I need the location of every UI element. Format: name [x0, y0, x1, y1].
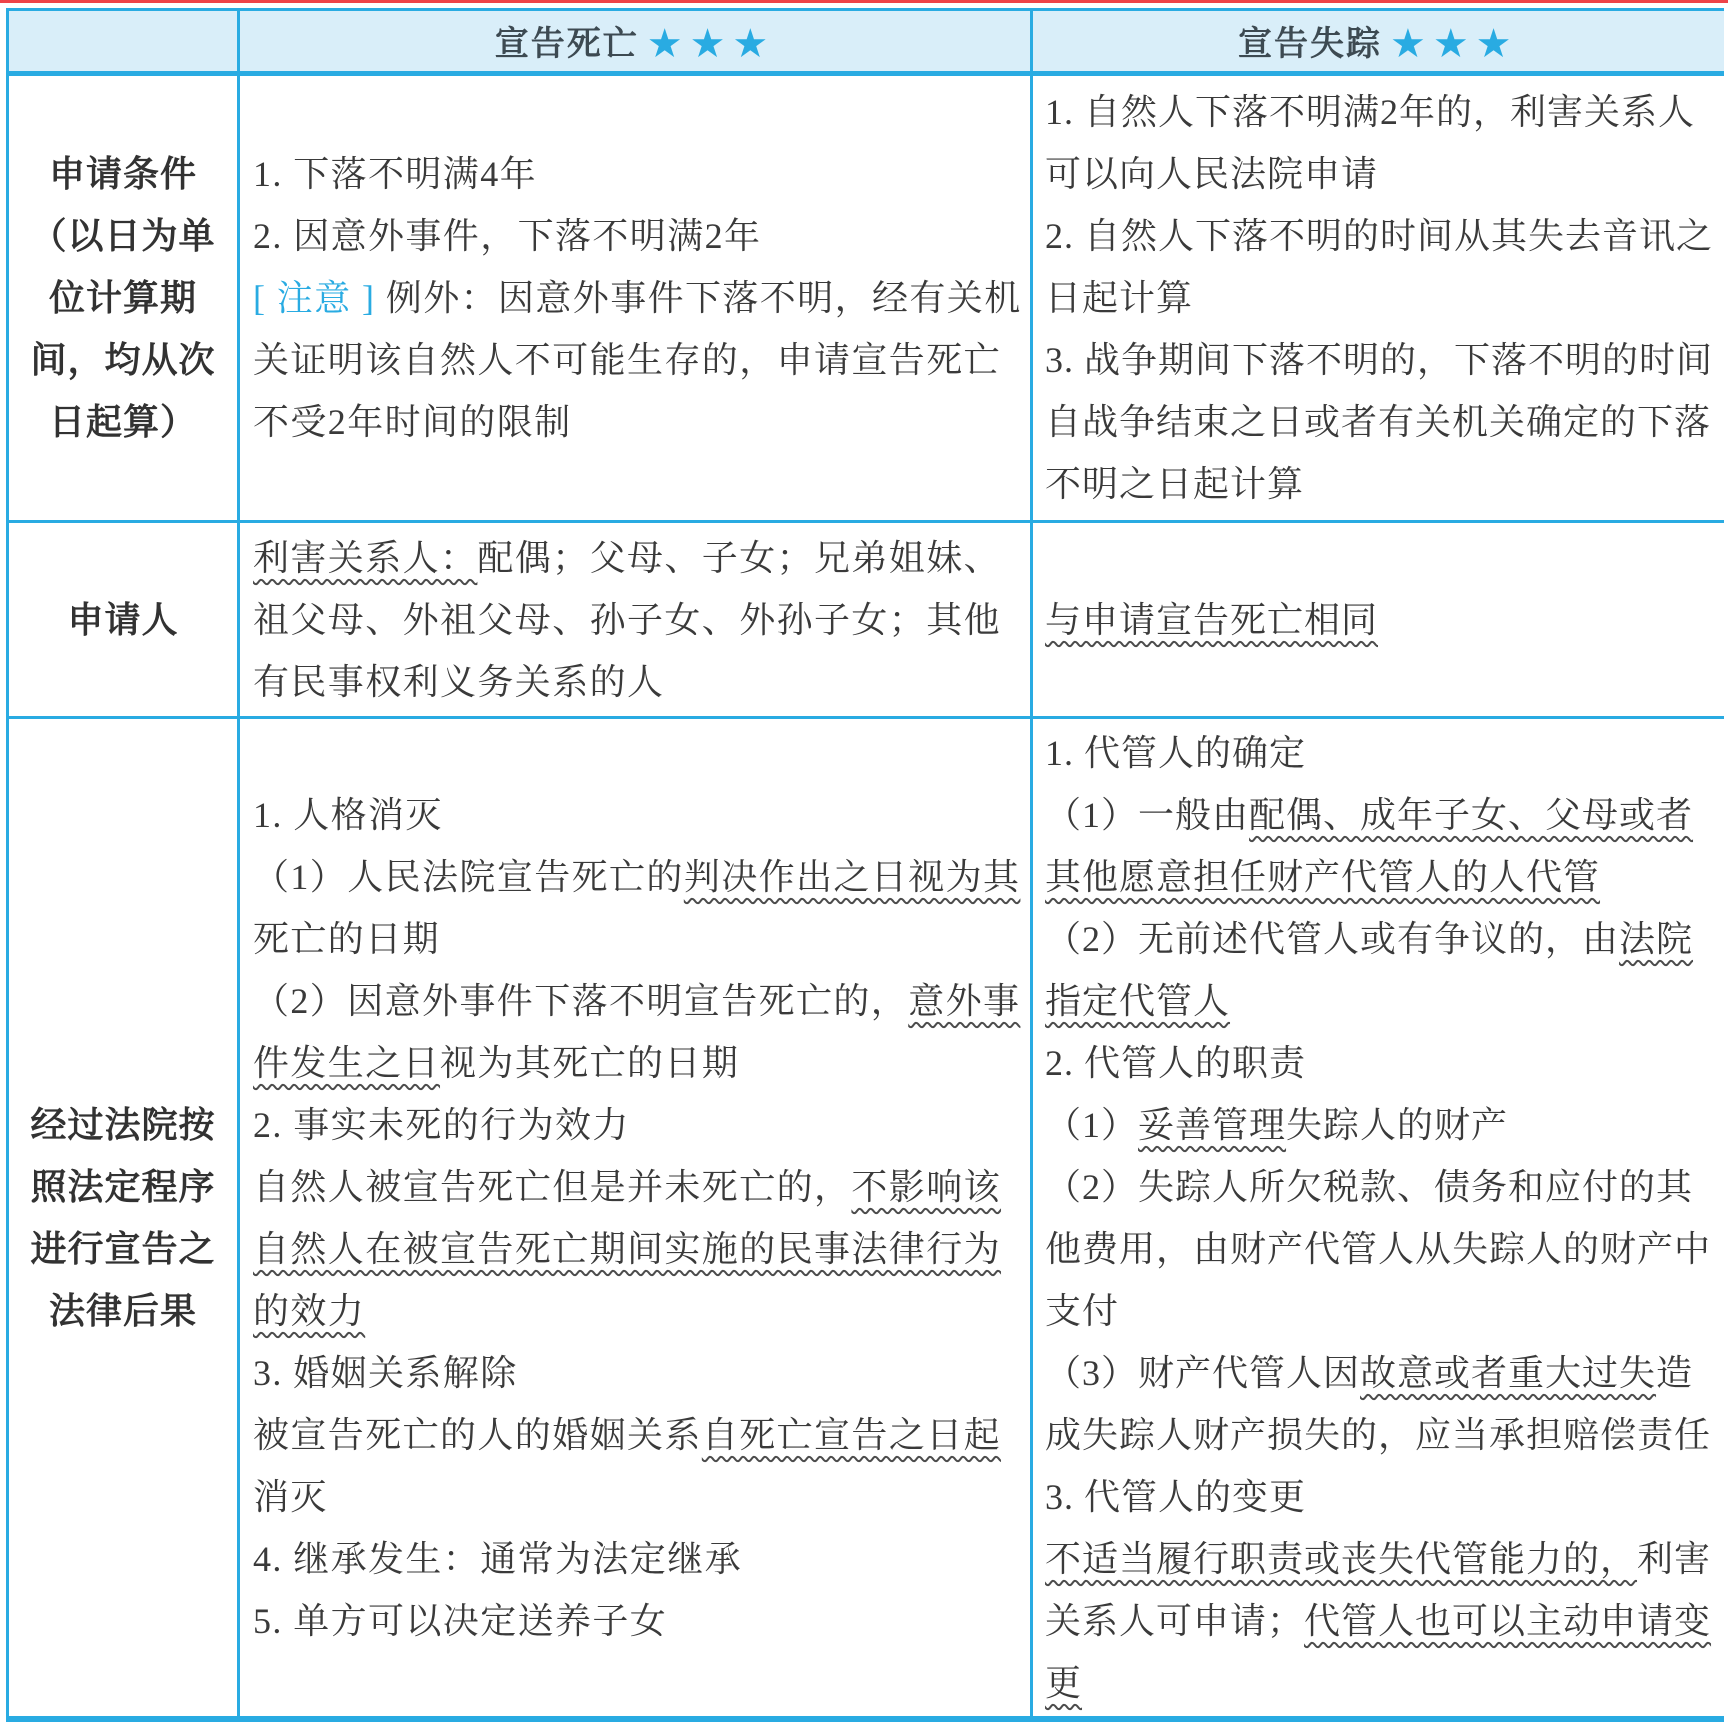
header-corner-cell	[8, 10, 239, 74]
cell-death-conditions: 1. 下落不明满4年 2. 因意外事件，下落不明满2年 [ 注意 ] 例外：因意外事件下落不明，经有关机关证明该自然人不可能生存的，申请宣告死亡不受2年时间的限制	[239, 74, 1032, 522]
page-top-rule	[0, 0, 1728, 3]
row-applicants	[8, 522, 1724, 718]
row-legal-consequences	[8, 718, 1724, 1720]
label-legal-consequences: 经过法院按 照法定程序 进行宣告之 法律后果	[8, 718, 239, 1720]
header-missing-title: 宣告失踪	[1237, 24, 1382, 63]
label-application-conditions: 申请条件 （以日为单 位计算期 间，均从次 日起算）	[8, 74, 239, 522]
comparison-table	[6, 8, 1724, 1722]
cell-death-consequences: 1. 人格消灭 （1）人民法院宣告死亡的判决作出之日视为其死亡的日期 （2）因意外事件下落不明宣告死亡的，意外事件发生之日视为其死亡的日期 2. 事实未死的行为效力 自然人被宣告死亡但是并未死亡的，不影响该自然人在被宣告死亡期间实施的民事法律行为的效力 3. 婚姻关系解除 被宣告死亡的人的婚姻关系自死亡宣告之日起消灭 4. 继承发生：通常为法定继承 5. 单方可以决定送养子女	[239, 718, 1032, 1720]
header-death-title: 宣告死亡	[494, 24, 639, 63]
star-icons: ★★★	[1389, 21, 1519, 66]
row-application-conditions	[8, 74, 1724, 522]
header-row	[8, 10, 1724, 74]
header-cell-death	[239, 10, 1032, 74]
header-cell-missing	[1032, 10, 1724, 74]
label-applicants: 申请人	[8, 522, 239, 718]
cell-missing-applicants: 与申请宣告死亡相同	[1032, 522, 1724, 718]
star-icons: ★★★	[646, 21, 776, 66]
cell-missing-conditions: 1. 自然人下落不明满2年的，利害关系人可以向人民法院申请 2. 自然人下落不明的时间从其失去音讯之日起计算 3. 战争期间下落不明的，下落不明的时间自战争结束之日或者有关机关确定的下落不明之日起计算	[1032, 74, 1724, 522]
cell-missing-consequences: 1. 代管人的确定 （1）一般由配偶、成年子女、父母或者其他愿意担任财产代管人的人代管 （2）无前述代管人或有争议的，由法院指定代管人 2. 代管人的职责 （1）妥善管理失踪人的财产 （2）失踪人所欠税款、债务和应付的其他费用，由财产代管人从失踪人的财产中支付 （3）财产代管人因故意或者重大过失造成失踪人财产损失的，应当承担赔偿责任 3. 代管人的变更 不适当履行职责或丧失代管能力的，利害关系人可申请；代管人也可以主动申请变更	[1045, 732, 1712, 1703]
cell-death-applicants: 利害关系人：配偶；父母、子女；兄弟姐妹、祖父母、外祖父母、孙子女、外孙子女；其他有民事权利义务关系的人	[239, 522, 1032, 718]
